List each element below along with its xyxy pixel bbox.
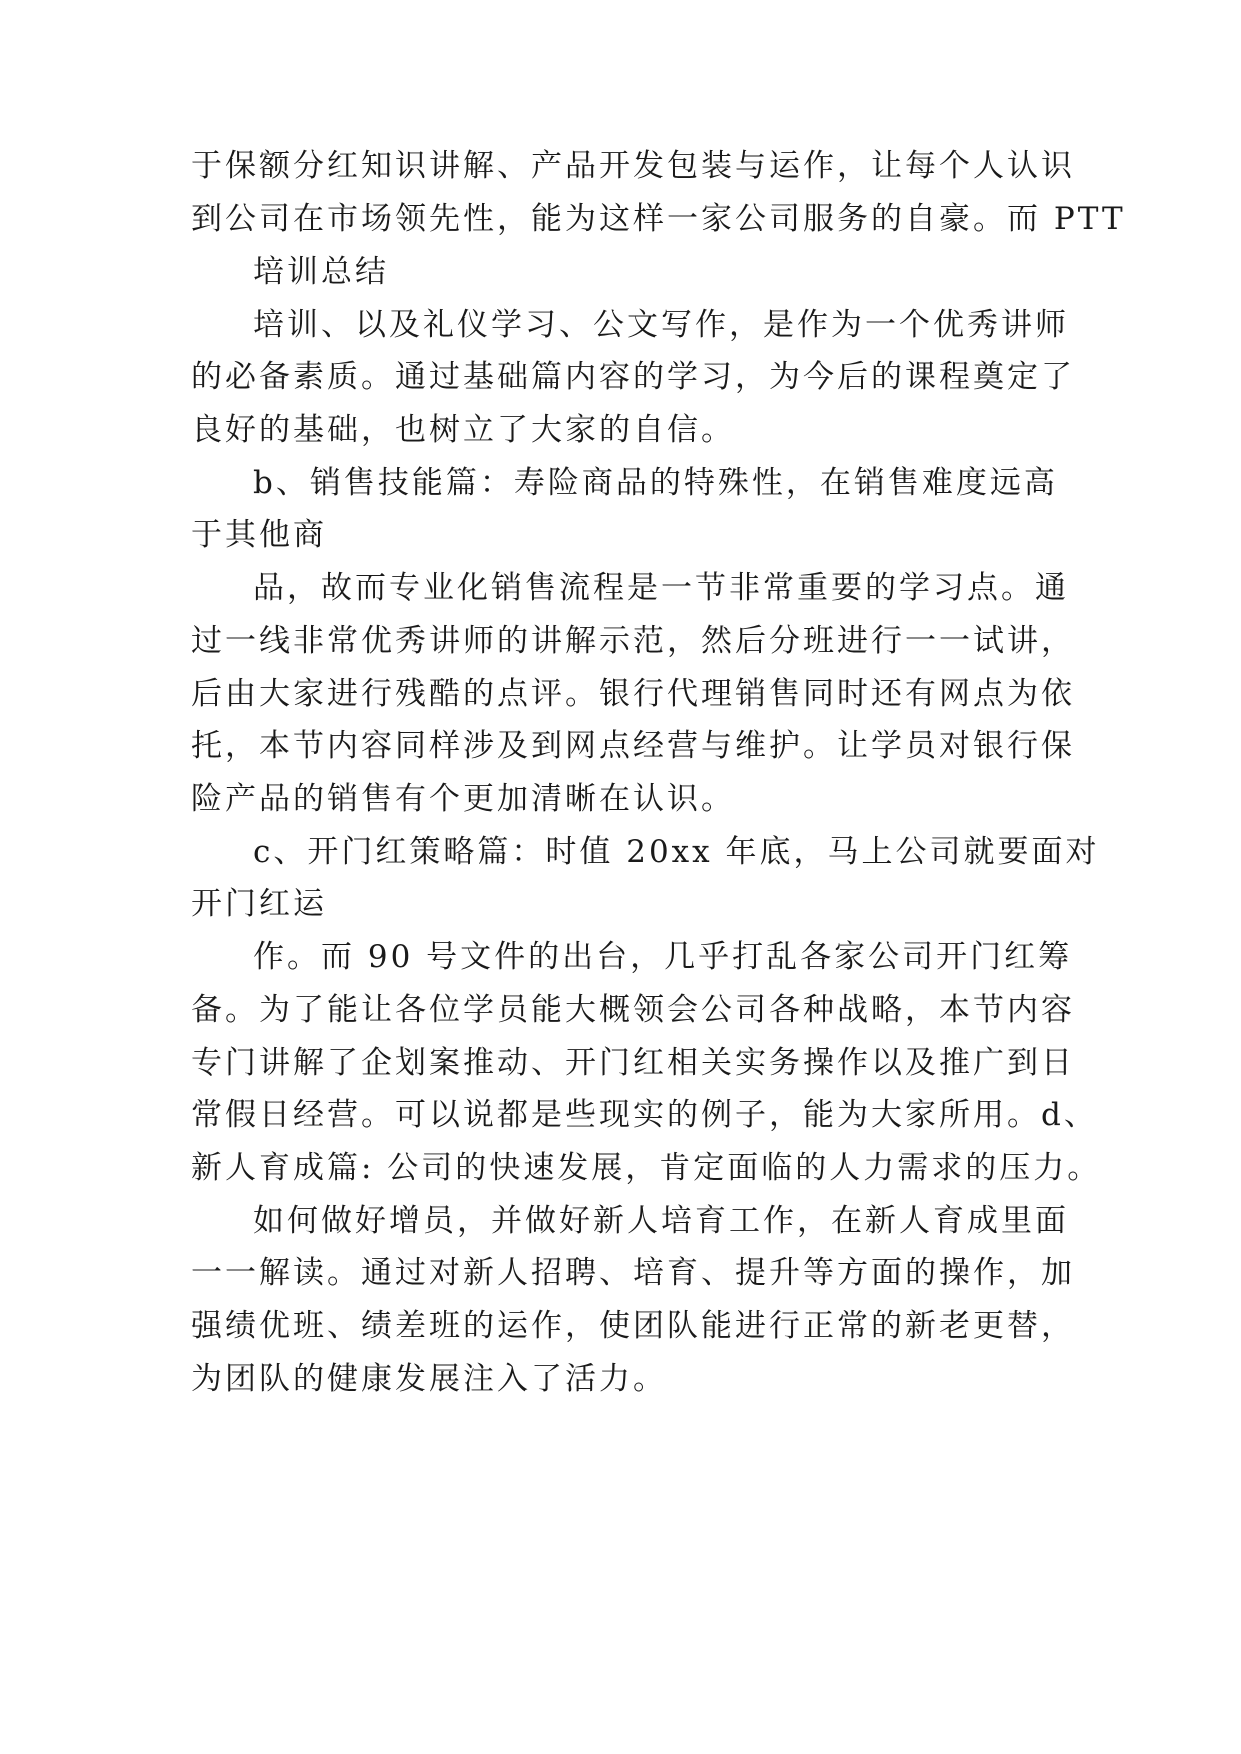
text-line: 于保额分红知识讲解、产品开发包装与运作，让每个人认识 bbox=[191, 148, 1075, 184]
text-line: 开门红运 bbox=[191, 886, 327, 922]
text-line: 培训、以及礼仪学习、公文写作，是作为一个优秀讲师 bbox=[253, 307, 1069, 343]
text-line: 备。为了能让各位学员能大概领会公司各种战略，本节内容 bbox=[191, 992, 1075, 1028]
text-line: 品，故而专业化销售流程是一节非常重要的学习点。通 bbox=[253, 570, 1069, 606]
text-line: 常假日经营。可以说都是些现实的例子，能为大家所用。d、 bbox=[191, 1097, 1098, 1133]
text-line: 托，本节内容同样涉及到网点经营与维护。让学员对银行保 bbox=[191, 728, 1075, 764]
text-line: b、销售技能篇：寿险商品的特殊性，在销售难度远高 bbox=[253, 465, 1058, 501]
text-line: 专门讲解了企划案推动、开门红相关实务操作以及推广到日 bbox=[191, 1045, 1075, 1081]
text-line: 作。而 90 号文件的出台，几乎打乱各家公司开门红筹 bbox=[253, 939, 1073, 975]
text-line: 的必备素质。通过基础篇内容的学习，为今后的课程奠定了 bbox=[191, 359, 1075, 395]
text-line: 良好的基础，也树立了大家的自信。 bbox=[191, 412, 735, 448]
text-line: 到公司在市场领先性，能为这样一家公司服务的自豪。而 PTT bbox=[191, 201, 1126, 237]
text-line: 新人育成篇: 公司的快速发展，肯定面临的人力需求的压力。 bbox=[191, 1150, 1102, 1186]
text-line: c、开门红策略篇：时值 20xx 年底，马上公司就要面对 bbox=[253, 834, 1100, 870]
text-line: 过一线非常优秀讲师的讲解示范，然后分班进行一一试讲， bbox=[191, 623, 1075, 659]
text-line: 一一解读。通过对新人招聘、培育、提升等方面的操作，加 bbox=[191, 1255, 1075, 1291]
text-line: 为团队的健康发展注入了活力。 bbox=[191, 1361, 667, 1397]
section-heading: 培训总结 bbox=[253, 254, 389, 290]
text-line: 于其他商 bbox=[191, 517, 327, 553]
text-line: 强绩优班、绩差班的运作，使团队能进行正常的新老更替， bbox=[191, 1308, 1075, 1344]
text-line: 后由大家进行残酷的点评。银行代理销售同时还有网点为依 bbox=[191, 676, 1075, 712]
text-line: 如何做好增员，并做好新人培育工作，在新人育成里面 bbox=[253, 1203, 1069, 1239]
text-line: 险产品的销售有个更加清晰在认识。 bbox=[191, 781, 735, 817]
